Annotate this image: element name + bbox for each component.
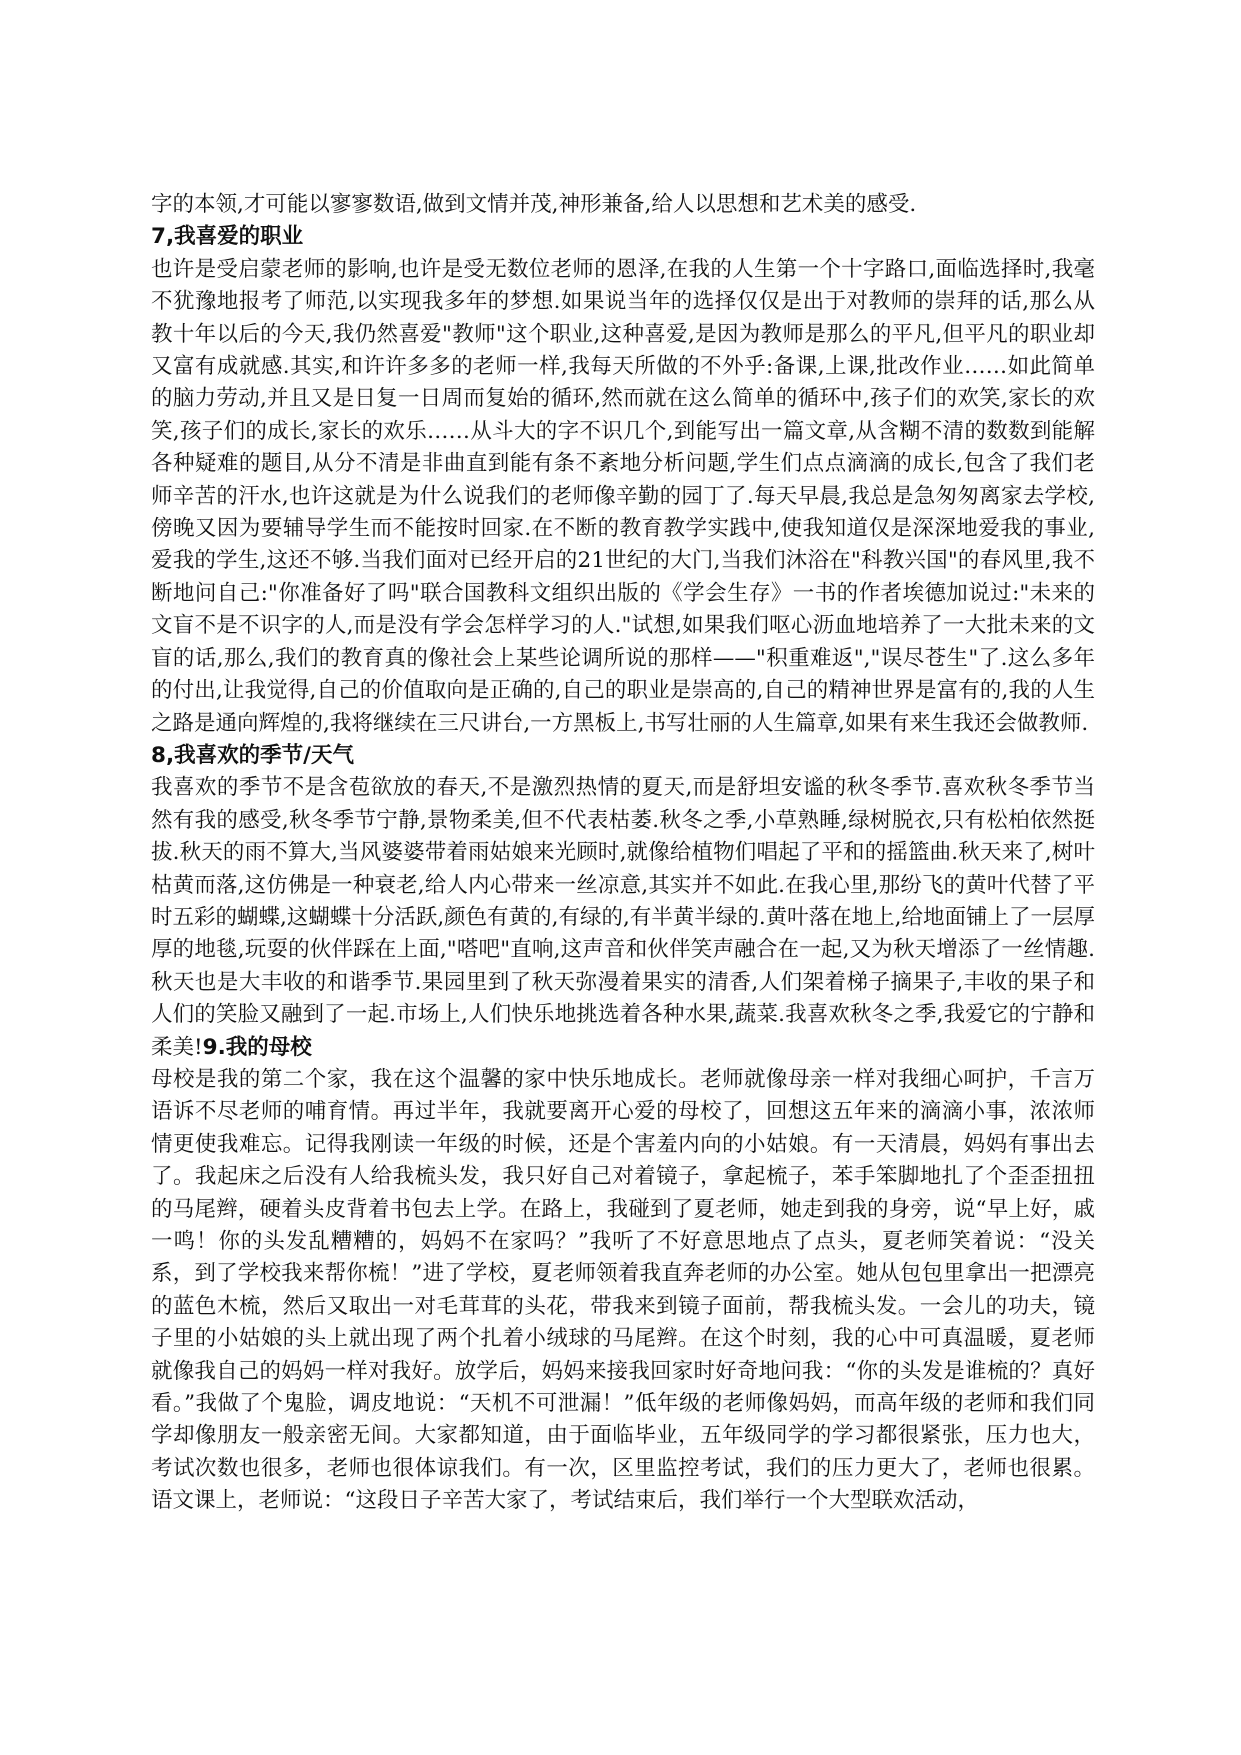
section-7-heading: 7,我喜爱的职业 — [151, 224, 304, 250]
section-9-heading: 9.我的母校 — [202, 1034, 312, 1060]
section-7-body: 也许是受启蒙老师的影响,也许是受无数位老师的恩泽,在我的人生第一个十字路口,面临选择时,我毫不犹豫地报考了师范,以实现我多年的梦想.如果说当年的选择仅仅是出于对教师的崇拜的话,那么从教十年以后的今天,我仍然喜爱"教师"这个职业,这种喜爱,是因为教师是那么的平凡,但平凡的职业却又富有成就感.其实,和许许多多的老师一样,我每天所做的不外乎:备课,上课,批改作业……如此简单的脑力劳动,并且又是日复一日周而复始的循环,然而就在这么简单的循环中,孩子们的欢笑,家长的欢笑,孩子们的成长,家长的欢乐……从斗大的字不识几个,到能写出一篇文章,从含糊不清的数数到能解各种疑难的题目,从分不清是非曲直到能有条不紊地分析问题,学生们点点滴滴的成长,包含了我们老师辛苦的汗水,也许这就是为什么说我们的老师像辛勤的园丁了.每天早晨,我总是急匆匆离家去学校,傍晚又因为要辅导学生而不能按时回家.在不断的教育教学实践中,使我知道仅是深深地爱我的事业,爱我的学生,这还不够.当我们面对已经开启的21世纪的大门,当我们沐浴在"科教兴国"的春风里,我不断地问自己:"你准备好了吗"联合国教科文组织出版的《学会生存》一书的作者埃德加说过:"未来的文盲不是不识字的人,而是没有学会怎样学习的人."试想,如果我们呕心沥血地培养了一大批未来的文盲的话,那么,我们的教育真的像社会上某些论调所说的那样——"积重难返","误尽苍生"了.这么多年的付出,让我觉得,自己的价值取向是正确的,自己的职业是崇高的,自己的精神世界是富有的,我的人生之路是通向辉煌的,我将继续在三尺讲台,一方黑板上,书写壮丽的人生篇章,如果有来生我还会做教师. — [151, 256, 1095, 736]
section-8-body — [151, 772, 1095, 1064]
section-8-body-text: 我喜欢的季节不是含苞欲放的春天,不是激烈热情的夏天,而是舒坦安谧的秋冬季节.喜欢秋冬季节当然有我的感受,秋冬季节宁静,景物柔美,但不代表枯萎.秋冬之季,小草熟睡,绿树脱衣,只有松柏依然挺拔.秋天的雨不算大,当风婆婆带着雨姑娘来光顾时,就像给植物们唱起了平和的摇篮曲.秋天来了,树叶枯黄而落,这仿佛是一种衰老,给人内心带来一丝凉意,其实并不如此.在我心里,那纷飞的黄叶代替了平时五彩的蝴蝶,这蝴蝶十分活跃,颜色有黄的,有绿的,有半黄半绿的.黄叶落在地上,给地面铺上了一层厚厚的地毯,玩耍的伙伴踩在上面,"嗒吧"直响,这声音和伙伴笑声融合在一起,又为秋天增添了一丝情趣.秋天也是大丰收的和谐季节.果园里到了秋天弥漫着果实的清香,人们架着梯子摘果子,丰收的果子和人们的笑脸又融到了一起.市场上,人们快乐地挑选着各种水果,蔬菜.我喜欢秋冬之季,我爱它的宁静和柔美! — [151, 775, 1096, 1060]
section-9-body: 母校是我的第二个家，我在这个温馨的家中快乐地成长。老师就像母亲一样对我细心呵护，千言万语诉不尽老师的哺育情。再过半年，我就要离开心爱的母校了，回想这五年来的滴滴小事，浓浓师情更使我难忘。记得我刚读一年级的时候，还是个害羞内向的小姑娘。有一天清晨，妈妈有事出去了。我起床之后没有人给我梳头发，我只好自己对着镜子，拿起梳子，苯手笨脚地扎了个歪歪扭扭的马尾辫，硬着头皮背着书包去上学。在路上，我碰到了夏老师，她走到我的身旁，说“早上好，戚一鸣！你的头发乱糟糟的，妈妈不在家吗？”我听了不好意思地点了点头，夏老师笑着说：“没关系，到了学校我来帮你梳！”进了学校，夏老师领着我直奔老师的办公室。她从包包里拿出一把漂亮的蓝色木梳，然后又取出一对毛茸茸的头花，带我来到镜子面前，帮我梳头发。一会儿的功夫，镜子里的小姑娘的头上就出现了两个扎着小绒球的马尾辫。在这个时刻，我的心中可真温暖，夏老师就像我自己的妈妈一样对我好。放学后，妈妈来接我回家时好奇地问我：“你的头发是谁梳的？真好看。”我做了个鬼脸，调皮地说：“天机不可泄漏！”低年级的老师像妈妈，而高年级的老师和我们同学却像朋友一般亲密无间。大家都知道，由于面临毕业，五年级同学的学习都很紧张，压力也大，考试次数也很多，老师也很体谅我们。有一次，区里监控考试，我们的压力更大了，老师也很累。语文课上，老师说：“这段日子辛苦大家了，考试结束后，我们举行一个大型联欢活动， — [151, 1066, 1095, 1514]
intro-tail-paragraph: 字的本领,才可能以寥寥数语,做到文情并茂,神形兼备,给人以思想和艺术美的感受. — [151, 192, 917, 217]
section-8-heading: 8,我喜欢的季节/天气 — [151, 742, 354, 768]
document-page — [151, 189, 1095, 1518]
